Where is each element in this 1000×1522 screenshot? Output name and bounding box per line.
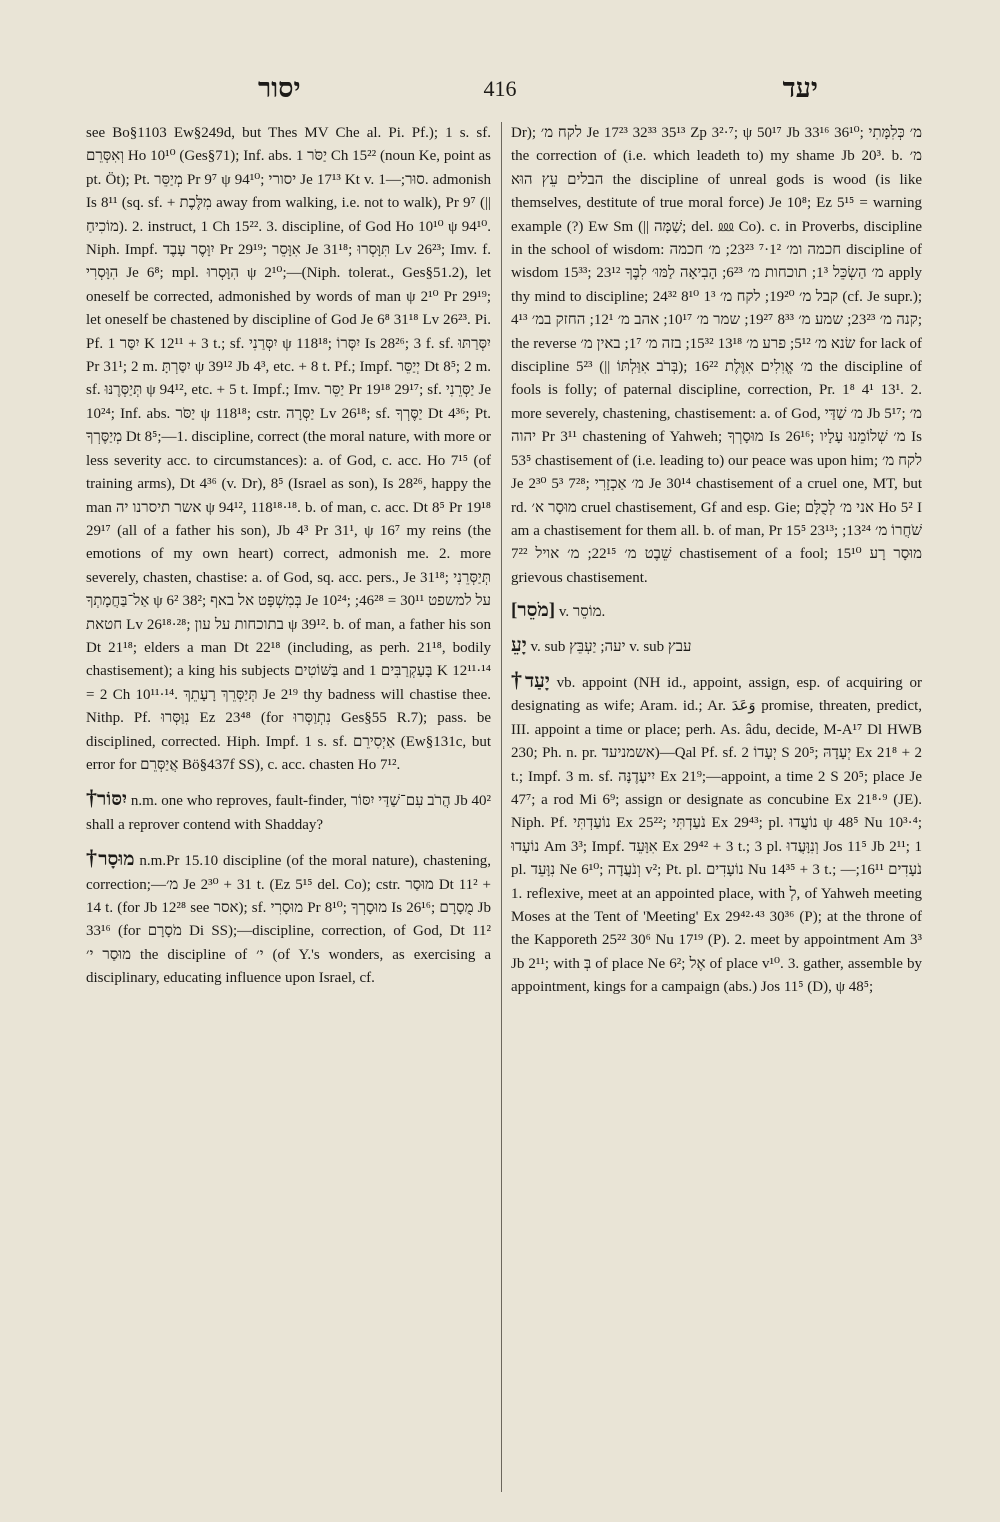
entry-ya <box>511 634 922 659</box>
headword: [מֹסֵר] <box>511 600 556 622</box>
headword: מוּסָר <box>98 849 135 871</box>
entry-moser <box>511 599 922 624</box>
header-right-word: יעד <box>782 73 818 104</box>
headword: יָעַד <box>524 670 550 692</box>
entry-text: n.m.Pr 15.10 discipline (of the moral nature), chastening, correction;—מ׳ Je 2³⁰ + 31 t. (Ez 5¹⁵ del. Co); cstr. מוּסַר Dt 11² + 14 t. (for Jb 12²⁸ see אסר); sf. מוּסָרִי Pr 8¹⁰; מוּסָרְךָ Is 26¹⁶; מֻסָרָם Jb 33¹⁶ (for מֹסָרָם Di SS);—discipline, correction, of God, Dt 11² מוּסַר י׳ the discipline of י׳ (of Y.'s wonders, as exercising a disciplinary, educating influence upon Israel, cf. <box>86 853 491 987</box>
entry-yissor <box>86 786 491 837</box>
entry-text: n.m. one who reproves, fault-finder, הֲרֹב עִם־שַׁדַּי יִסּוֹר Jb 40² shall a reprover contend with Shadday? <box>86 793 491 833</box>
entry-text: v. מוֹסֵר. <box>558 604 606 621</box>
right-column <box>511 122 922 1492</box>
page-number: 416 <box>483 76 517 101</box>
entry-continuation: see Bo§1103 Ew§249d, but Thes MV Che al. Pi. Pf.); 1 s. sf. וְאִסְּרֵם Ho 10¹⁰ (Ges§71); Inf. abs. יַסֹּר 1 Ch 15²² (noun Ke, point as pt. Öt); Pt. מְיַסֵּר Pr 9⁷ ψ 94¹⁰; יסורי Je 17¹³ Kt v. סוּר;—1. admonish Is 8¹¹ (sq. sf. + מִלֶּכֶת away from walking, i.e. not to walk), Pr 9⁷ (|| מוֹכִיחַ). 2. instruct, 1 Ch 15²². 3. discipline, of God Ho 10¹⁰ ψ 94¹⁰. Niph. Impf. יִוָּסֶר עָבֶד Pr 29¹⁹; אִוָּסֵר Je 31¹⁸; תִּוָּסְרוּ Lv 26²³; Imv. f. הִוָּסְרִי Je 6⁸; mpl. הִוָּסְרוּ ψ 2¹⁰;—(Niph. tolerat., Ges§51.2), let oneself be corrected, admonished by words of man ψ 2¹⁰ Pr 29¹⁹; let oneself be chastened by discipline of God Je 6⁸ 31¹⁸ Lv 26²³. Pi. Pf. יִסַּר 1 K 12¹¹ + 3 t.; sf. יִסְּרַנִי ψ 118¹⁸; יִסְּרוֹ Is 28²⁶; 3 f. sf. יִסְּרַתּוּ Pr 31¹; 2 m. יִסַּרְתָּ ψ 39¹² Jb 4³, etc. + 8 t. Pf.; Impf. יְיַסֵּר Dt 8⁵; 2 m. sf. תְּיַסְּרֶנּוּ ψ 94¹², etc. + 5 t. Impf.; Imv. יַסֵּר Pr 19¹⁸ 29¹⁷; sf. יַסְּרֵנִי Je 10²⁴; Inf. abs. יַסֹּר ψ 118¹⁸; cstr. יַסְּרָה Lv 26¹⁸; sf. יַסֶּרְךָ Dt 4³⁶; Pt. מְיַסֶּרְךָ Dt 8⁵;—1. discipline, correct (the moral nature, with more or less severity acc. to circumstances): a. of God, c. acc. Ho 7¹⁵ (of training arms), Dt 4³⁶ (v. Dr), 8⁵ (Israel as son), Is 28²⁶, happy the man אשר תיסרנו יה ψ 94¹², 118¹⁸·¹⁸. b. of man, c. acc. Dt 8⁵ Pr 19¹⁸ 29¹⁷ (all of a father his son), Jb 4³ Pr 31¹, ψ 16⁷ my reins (the emotions of my own heart) correct, admonish me. 2. more severely, chasten, chastise: a. of God, sq. acc. pers., Je 31¹⁸; תְּיַסְּרֵנִי אַל־בַּחֲמָתְךָ ψ 6² 38²; בְּמִשְׁפָּט אל באף Je 10²⁴; על למשפט 30¹¹ = 46²⁸; חטאת Lv 26¹⁸·²⁸; בתוכחות על עון ψ 39¹². b. of man, a father his son Dt 21¹⁸; elders a man Dt 22¹⁸ (including, as perh. 21¹⁸, bodily chastisement); a king his subjects בַּשּׁוֹטִים and בָּעַקְרַבִּים 1 K 12¹¹·¹⁴ = 2 Ch 10¹¹·¹⁴. תְּיַסְּרֵךְ רָעָתֵךְ Je 2¹⁹ thy badness will chastise thee. Nithp. Pf. נִוַּסְּרוּ Ez 23⁴⁸ (for נִתְוַסְּרוּ Ges§55 R.7); pass. be disciplined, corrected. Hiph. Impf. 1 s. sf. אַיְסִירֵם (Ew§131c, but error for אֲיַסְּרֵם Bö§437f SS), c. acc. chasten Ho 7¹². <box>86 125 491 773</box>
entry-musar <box>86 846 491 990</box>
entry-text: v. sub יעה; יַעְבֵּץ v. sub עבץ <box>530 638 692 655</box>
left-column <box>86 122 491 1492</box>
entry-yaad <box>511 668 922 1000</box>
entry-continuation: Dr); לקח מ׳ Je 17²³ 32³³ 35¹³ Zp 3²·⁷; ψ 50¹⁷ Jb 33¹⁶ 36¹⁰; מ׳ כְּלִמָּתִי the correction of (i.e. which leadeth to) my shame Jb 20³. b. מ׳ הבלים עֵץ הוּא the discipline of unreal gods is wood (is like themselves, destitute of true moral force) Je 10⁸; Ez 5¹⁵ = warning example (?) Ew Sm (|| שַׁמָּה; del. ⅏ Co). c. in Proverbs, discipline in the school of wisdom: חכמה ומ׳ 1²·⁷ 23²³; מ׳ חכמה discipline of wisdom 15³³; מ׳ הַשְׂכֵּל 1³; תוכחות מ׳ 6²³; הָבִיאָה לַמּוּ׳ לִבֶּךָ 23¹² apply thy mind to discipline; קבל מ׳ 19²⁰; לקח מ׳ 1³ 8¹⁰ 24³² (cf. Je supr.); קנה מ׳ 23²³; שמע מ׳ 8³³ 19²⁷; שמר מ׳ 10¹⁷; אהב מ׳ 12¹; החזק במ׳ 4¹³; the reverse שׂנא מ׳ 5¹²; פרע מ׳ 13¹⁸ 15³²; בזה מ׳ 1⁷; באין מ׳ for lack of discipline 5²³ (|| בְּרֹב אִוַּלְתּוֹ); מ׳ אֱוִלִים אִוֶּלֶת 16²² the discipline of fools is folly; of paternal discipline, correction, Pr. 1⁸ 4¹ 13¹. 2. more severely, chastening, chastisement: a. of God, מ׳ שַׁדַּי Jb 5¹⁷; מ׳ יהוה Pr 3¹¹ chastening of Yahweh; מוּסָרְךָ Is 26¹⁶; מ׳ שְׁלוֹמֵנוּ עָלָיו Is 53⁵ chastisement of (i.e. leading to) our peace was upon him; לקח מ׳ Je 2³⁰ 5³ 7²⁸; מ׳ אַכְזָרִי Je 30¹⁴ chastisement of a cruel one, MT, but rd. מוּסָר א׳ cruel chastisement, Gf and esp. Gie; אני מ׳ לְכֻלָּם Ho 5² I am a chastisement for them all. b. of man, Pr 15⁵ 23¹³; שֹׁחֲרוֹ מ׳ 13²⁴; שֵׁבֶט מ׳ 22¹⁵; מ׳ אויל 7²² chastisement of a fool; מוּסָר רָע 15¹⁰ grievous chastisement. <box>511 125 922 586</box>
dagger-mark: † <box>86 845 99 871</box>
dagger-mark: † <box>511 666 525 692</box>
headword: יִסּוֹר <box>97 789 128 811</box>
header-left-word: יסור <box>258 73 301 104</box>
running-header <box>80 72 920 112</box>
dagger-mark: † <box>86 785 98 811</box>
headword: יָעֵ <box>511 634 527 656</box>
entry-text: vb. appoint (NH id., appoint, assign, esp. of acquiring or designating as wife; Aram. id.; Ar. وَعَدَ promise, threaten, predict, III. appoint a time or place; perh. As. âdu, decide, M-A¹⁷ Dl HWB 230; Ph. n. pr. אשמניעד)—Qal Pf. sf. יְעָדוֹ 2 S 20⁵; יְעָדָהּ Ex 21⁸ + 2 t.; Impf. 3 m. sf. יִיעָדֶנָּה Ex 21⁹;—appoint, a time 2 S 20⁵; place Je 47⁷; a rod Mi 6⁹; assign or designate as concubine Ex 21⁸·⁹ (JE). Niph. Pf. נוֹעַדְתִּי Ex 25²²; נֹעַדְתִּי Ex 29⁴³; pl. נוֹעֲדוּ ψ 48⁵ Nu 10³·⁴; נוֹעָדוּ Am 3³; Impf. אִוָּעֵד Ex 29⁴² + 3 t.; 3 pl. וְנִוָּעֲדוּ Jos 11⁵ Jb 2¹¹; 1 pl. נִוָּעֵד Ne 6¹⁰; וְנֹעֲדָה v²; Pt. pl. נוֹעָדִים Nu 14³⁵ + 3 t.; נֹעָדִים 16¹¹;—1. reflexive, meet at an appointed place, with לְ, of Yahweh meeting Moses at the Tent of 'Meeting' Ex 29⁴²·⁴³ 30³⁶ (P); at the throne of the Kapporeth 25²² 30⁶ Nu 17¹⁹ (P). 2. meet by appointment Am 3³ Jb 2¹¹; with בְּ of place Ne 6²; אֶל of place v¹⁰. 3. gather, assemble by appointment, kings for a campaign (abs.) Jos 11⁵ (D), ψ 48⁵; <box>511 674 922 996</box>
column-divider <box>501 122 502 1492</box>
